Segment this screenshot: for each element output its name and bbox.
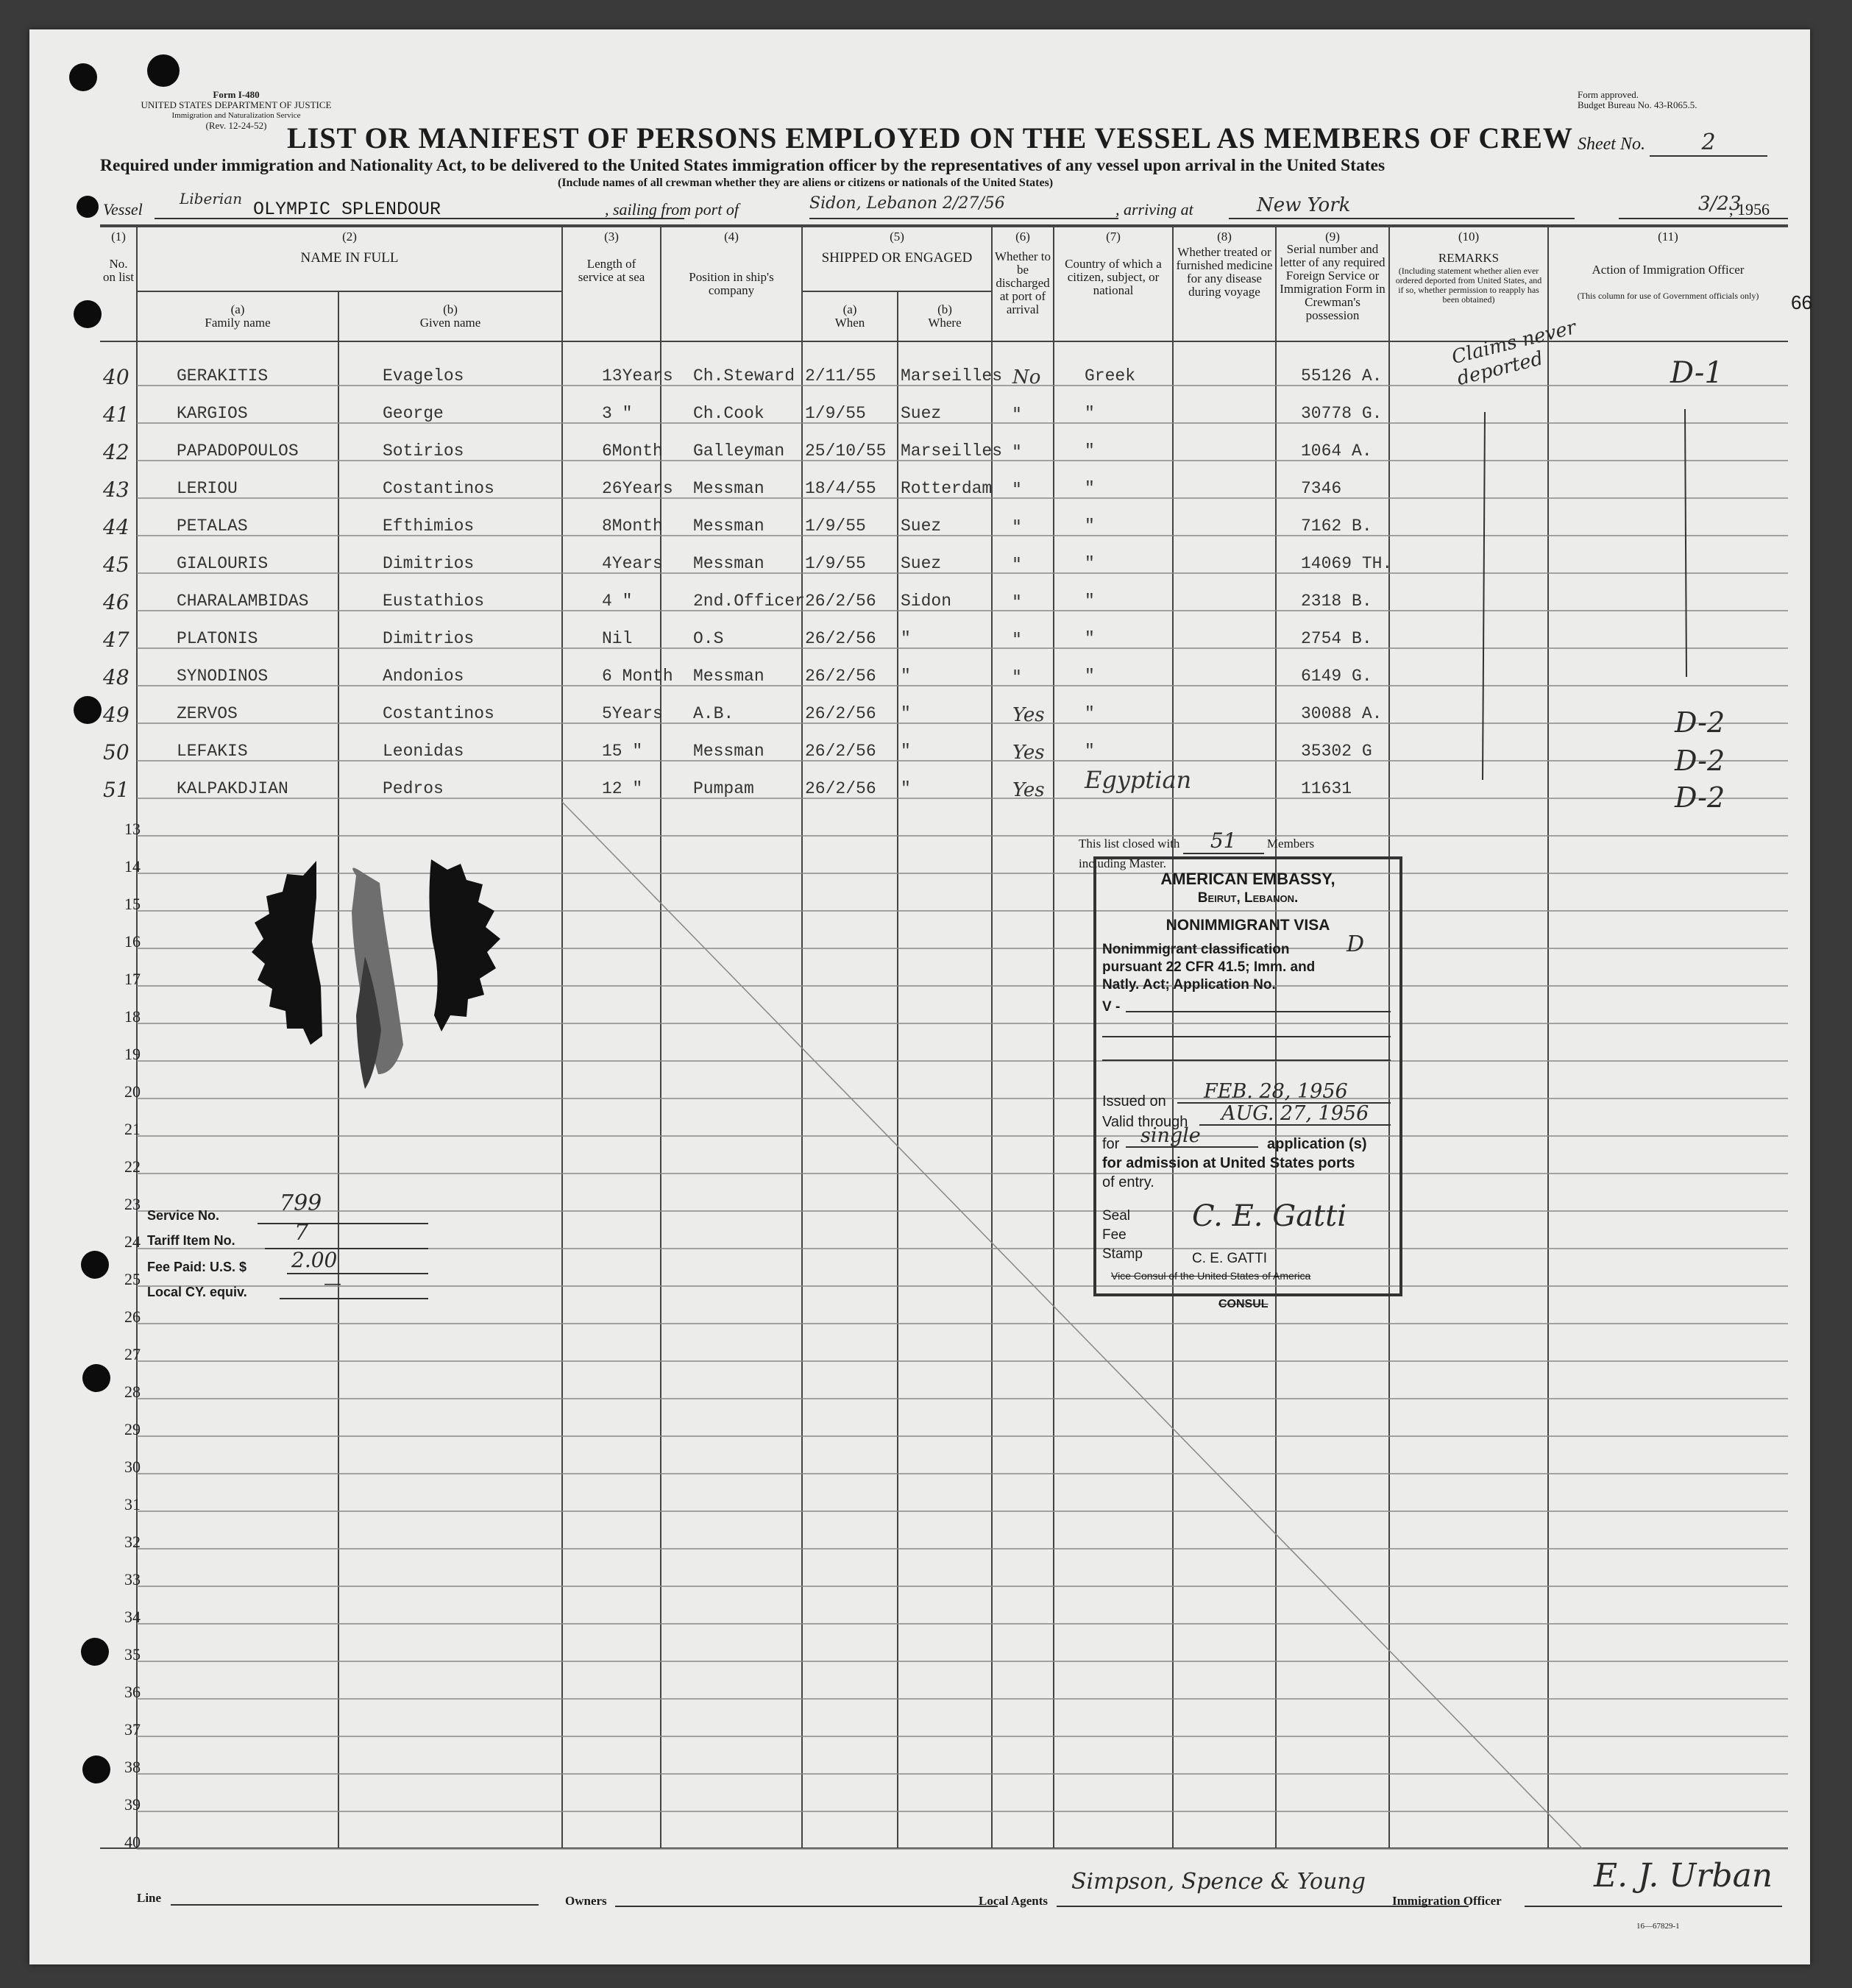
col3-number: (3) (604, 230, 619, 244)
local-equiv-label: Local CY. equiv. (147, 1285, 247, 1299)
stamp-admission: for admission at United States ports (1102, 1155, 1355, 1171)
action-d2-row51: D-2 (1675, 781, 1725, 814)
col5b-header: (b) Where (928, 302, 962, 330)
blank-row-number: 26 (124, 1307, 141, 1326)
arriving-port: New York (1257, 194, 1351, 216)
col8-header: Whether treated or furnished medicine for any disease during voyage (1176, 245, 1273, 299)
col5a-header: (a) When (834, 302, 865, 330)
blank-row-number: 13 (124, 820, 141, 838)
blank-row-number: 17 (124, 970, 141, 988)
crew-position: Ch.Cook (693, 404, 764, 423)
crew-country: " (1085, 629, 1095, 648)
crew-serial-number: 7346 (1301, 479, 1342, 498)
crew-family-name: PAPADOPOULOS (177, 441, 299, 461)
row-number: 51 (103, 778, 130, 802)
crew-country: " (1085, 441, 1095, 461)
crew-country: " (1085, 554, 1095, 573)
crew-discharge: Yes (1012, 704, 1045, 726)
crew-shipped-where: Suez (901, 404, 942, 423)
embassy-visa-stamp (1093, 856, 1402, 1296)
col3-header: Length of service at sea (578, 257, 645, 284)
crew-serial-number: 30778 G. (1301, 404, 1383, 423)
col4-header: Position in ship's company (689, 270, 774, 297)
crew-family-name: ZERVOS (177, 704, 238, 723)
crew-shipped-when: 2/11/55 (805, 366, 876, 386)
crew-family-name: KARGIOS (177, 404, 248, 423)
stamp-application-label: application (s) (1267, 1136, 1367, 1152)
col11-number: (11) (1658, 230, 1678, 244)
col1-header: No. on list (102, 257, 135, 284)
arrival-date: 3/23 (1698, 193, 1742, 215)
crew-family-name: GIALOURIS (177, 554, 269, 573)
crew-given-name: Efthimios (383, 516, 475, 536)
crew-shipped-where: Rotterdam (901, 479, 993, 498)
stamp-seal: Seal (1102, 1208, 1131, 1224)
crew-country: " (1085, 516, 1095, 536)
stamp-signature: C. E. Gatti (1192, 1199, 1347, 1233)
blank-row-number: 34 (124, 1608, 141, 1626)
crew-given-name: Dimitrios (383, 629, 475, 648)
crew-discharge: No (1012, 366, 1041, 388)
closing-including: including Master. (1079, 856, 1166, 870)
col2b-header: (b) Given name (419, 302, 481, 330)
stamp-for-label: for (1102, 1136, 1120, 1152)
crew-shipped-where: " (901, 742, 911, 761)
form-subtitle: Required under immigration and Nationality Act, to be delivered to the United States immigration officer by the representatives of any vessel upon arrival in the United States (100, 156, 1386, 175)
col2-number: (2) (342, 230, 357, 244)
stamp-visa-type: NONIMMIGRANT VISA (1166, 917, 1330, 934)
sailing-port: Sidon, Lebanon 2/27/56 (809, 194, 1005, 213)
service-no-label: Service No. (147, 1208, 220, 1223)
col6-number: (6) (1015, 230, 1030, 244)
blank-row-number: 18 (124, 1007, 141, 1026)
print-code: 16—67829-1 (1636, 1922, 1680, 1931)
crew-given-name: Costantinos (383, 704, 494, 723)
crew-length-of-service: 6 Month (602, 667, 673, 686)
blank-row-number: 31 (124, 1495, 141, 1513)
crew-discharge: " (1012, 441, 1021, 464)
col7-number: (7) (1106, 230, 1121, 244)
stamp-stamp: Stamp (1102, 1246, 1143, 1262)
row-number: 42 (103, 440, 130, 464)
crew-shipped-where: Marseilles (901, 441, 1003, 461)
closing-prefix: This list closed with (1079, 837, 1180, 851)
crew-given-name: Eustathios (383, 592, 485, 611)
crew-country: " (1085, 479, 1095, 498)
crew-position: 2nd.Officer (693, 592, 805, 611)
crew-discharge: " (1012, 479, 1021, 501)
crew-given-name: Leonidas (383, 742, 464, 761)
footer-officer-label: Immigration Officer (1392, 1894, 1502, 1908)
col5-number: (5) (890, 230, 904, 244)
crew-family-name: PETALAS (177, 516, 248, 536)
crew-family-name: LEFAKIS (177, 742, 248, 761)
sheet-label: Sheet No. (1578, 135, 1645, 154)
row-number: 47 (103, 628, 130, 652)
stamp-for-value: single (1140, 1124, 1201, 1147)
crew-serial-number: 55126 A. (1301, 366, 1383, 386)
stamp-consul-name: C. E. GATTI (1192, 1251, 1268, 1266)
crew-serial-number: 7162 B. (1301, 516, 1372, 536)
crew-discharge: " (1012, 667, 1021, 689)
sheet-number: 2 (1650, 129, 1767, 157)
blank-row-number: 33 (124, 1570, 141, 1588)
stamp-fee: Fee (1102, 1227, 1127, 1243)
form-budget-bureau: Budget Bureau No. 43-R065.5. (1578, 99, 1697, 110)
blank-row-number: 35 (124, 1645, 141, 1664)
col9-number: (9) (1325, 230, 1340, 244)
crew-shipped-when: 26/2/56 (805, 592, 876, 611)
remark-claims-deported: Claims never deported (1450, 316, 1579, 391)
crew-length-of-service: 3 " (602, 404, 633, 423)
crew-shipped-when: 1/9/55 (805, 404, 866, 423)
crew-discharge: " (1012, 629, 1021, 651)
col9-header: Serial number and letter of any required Foreign Service or Immigration Form in Crewman's possession (1280, 242, 1386, 322)
page-mark: 66 (1791, 291, 1812, 313)
footer-officer-value: E. J. Urban (1594, 1857, 1773, 1895)
action-d2-row49: D-2 (1675, 706, 1725, 739)
blank-row-number: 25 (124, 1270, 141, 1288)
col11-note: (This column for use of Government officials only) (1577, 291, 1759, 301)
crew-country: " (1085, 592, 1095, 611)
footer-agents-label: Local Agents (979, 1894, 1048, 1908)
col11-header: Action of Immigration Officer (1592, 263, 1745, 277)
crew-length-of-service: 5Years (602, 704, 663, 723)
col8-number: (8) (1217, 230, 1232, 244)
stamp-embassy: AMERICAN EMBASSY, (1160, 870, 1335, 888)
crew-length-of-service: Nil (602, 629, 633, 648)
crew-given-name: George (383, 404, 444, 423)
form-title: LIST OR MANIFEST OF PERSONS EMPLOYED ON THE VESSEL AS MEMBERS OF CREW (287, 121, 1573, 155)
crew-length-of-service: 12 " (602, 779, 643, 798)
blank-row-number: 39 (124, 1795, 141, 1814)
stamp-valid-value: AUG. 27, 1956 (1221, 1102, 1369, 1125)
crew-shipped-where: " (901, 629, 911, 648)
crew-serial-number: 35302 G (1301, 742, 1372, 761)
service-no-value: 799 (280, 1190, 322, 1216)
blank-row-number: 30 (124, 1458, 141, 1476)
crew-length-of-service: 4Years (602, 554, 663, 573)
blank-row-number: 28 (124, 1382, 141, 1401)
form-approval: Form approved. (1578, 89, 1639, 100)
crew-family-name: GERAKITIS (177, 366, 269, 386)
crew-country: " (1085, 742, 1095, 761)
crew-length-of-service: 4 " (602, 592, 633, 611)
crew-position: Messman (693, 479, 764, 498)
row-number: 45 (103, 553, 130, 577)
blank-row-number: 24 (124, 1232, 141, 1251)
crew-serial-number: 2318 B. (1301, 592, 1372, 611)
crew-shipped-when: 26/2/56 (805, 667, 876, 686)
crew-discharge: " (1012, 404, 1021, 426)
blank-row-number: 36 (124, 1683, 141, 1701)
crew-discharge: " (1012, 592, 1021, 614)
crew-shipped-when: 1/9/55 (805, 516, 866, 536)
crew-shipped-where: " (901, 667, 911, 686)
form-note: (Include names of all crewman whether they are aliens or citizens or nationals of the United States) (558, 177, 1054, 189)
stamp-consul-title: Vice Consul of the United States of America (1111, 1270, 1311, 1282)
row-number: 50 (103, 740, 130, 764)
row-number: 40 (103, 365, 130, 389)
crew-country: " (1085, 704, 1095, 723)
crew-position: Messman (693, 516, 764, 536)
stamp-application-no: Natly. Act; Application No. (1102, 977, 1276, 993)
crew-shipped-when: 26/2/56 (805, 629, 876, 648)
manifest-page (29, 29, 1810, 1964)
arrival-year: , 1956 (1729, 200, 1770, 219)
crew-serial-number: 6149 G. (1301, 667, 1372, 686)
crew-shipped-when: 26/2/56 (805, 779, 876, 798)
crew-shipped-when: 1/9/55 (805, 554, 866, 573)
crew-serial-number: 2754 B. (1301, 629, 1372, 648)
action-d2-row50: D-2 (1675, 745, 1725, 777)
crew-given-name: Sotirios (383, 441, 464, 461)
crew-country: Greek (1085, 366, 1136, 386)
crew-position: Ch.Steward (693, 366, 795, 386)
col10-number: (10) (1458, 230, 1480, 244)
local-equiv-value: — (324, 1273, 341, 1293)
blank-row-number: 29 (124, 1420, 141, 1438)
crew-country: " (1085, 667, 1095, 686)
crew-shipped-when: 26/2/56 (805, 704, 876, 723)
crew-shipped-where: " (901, 779, 911, 798)
crew-length-of-service: 15 " (602, 742, 643, 761)
crew-family-name: SYNODINOS (177, 667, 269, 686)
row-number: 43 (103, 478, 130, 502)
crew-shipped-where: Marseilles (901, 366, 1003, 386)
crew-discharge: " (1012, 516, 1021, 539)
crew-length-of-service: 26Years (602, 479, 673, 498)
fee-box (147, 1180, 441, 1313)
row-number: 44 (103, 515, 130, 539)
col2a-header: (a) Family name (205, 302, 271, 330)
crew-length-of-service: 8Month (602, 516, 663, 536)
crew-serial-number: 1064 A. (1301, 441, 1372, 461)
stamp-regulation: pursuant 22 CFR 41.5; Imm. and (1102, 959, 1316, 975)
row-number: 46 (103, 590, 130, 614)
crew-position: O.S (693, 629, 724, 648)
footer-line-label: Line (137, 1891, 162, 1905)
crew-position: Galleyman (693, 441, 785, 461)
col1-number: (1) (111, 230, 126, 244)
fee-paid-value: 2.00 (291, 1248, 338, 1272)
vessel-name: OLYMPIC SPLENDOUR (253, 199, 441, 220)
blank-row-number: 23 (124, 1195, 141, 1213)
stamp-of-entry: of entry. (1102, 1174, 1154, 1190)
row-number: 48 (103, 665, 130, 689)
crew-given-name: Evagelos (383, 366, 464, 386)
blank-row-number: 22 (124, 1157, 141, 1176)
blank-row-number: 15 (124, 895, 141, 913)
crew-length-of-service: 13Years (602, 366, 673, 386)
crew-shipped-when: 25/10/55 (805, 441, 887, 461)
blank-row-number: 38 (124, 1758, 141, 1776)
crew-serial-number: 11631 (1301, 779, 1352, 798)
vessel-flag: Liberian (180, 190, 243, 207)
vessel-label: Vessel (103, 200, 143, 219)
footer-agents-value: Simpson, Spence & Young (1071, 1869, 1366, 1895)
blank-row-number: 21 (124, 1120, 141, 1138)
crew-family-name: KALPAKDJIAN (177, 779, 288, 798)
crew-length-of-service: 6Month (602, 441, 663, 461)
crew-shipped-where: Suez (901, 554, 942, 573)
form-number: Form I-480 (213, 89, 260, 100)
stamp-issued-label: Issued on (1102, 1093, 1166, 1110)
crew-shipped-where: " (901, 704, 911, 723)
stamp-valid-label: Valid through (1102, 1114, 1188, 1130)
form-service: Immigration and Naturalization Service (171, 111, 301, 120)
blank-row-number: 20 (124, 1082, 141, 1101)
form-revision: (Rev. 12-24-52) (205, 120, 267, 131)
col2-header: NAME IN FULL (300, 250, 399, 266)
blank-row-number: 40 (124, 1833, 141, 1851)
closing-count: 51 (1183, 828, 1264, 854)
stamp-city: Beirut, Lebanon. (1197, 890, 1299, 906)
col6-header: Whether to be discharged at port of arrival (995, 249, 1051, 316)
blank-row-number: 37 (124, 1720, 141, 1739)
crew-country: " (1085, 404, 1095, 423)
crew-shipped-where: Suez (901, 516, 942, 536)
crew-serial-number: 30088 A. (1301, 704, 1383, 723)
crew-shipped-when: 18/4/55 (805, 479, 876, 498)
crew-serial-number: 14069 TH. (1301, 554, 1393, 573)
sailing-label: , sailing from port of (605, 200, 739, 219)
col10-note: (Including statement whether alien ever ordered deported from United States, and if so, whether permission to reapply has been obtained) (1395, 266, 1542, 305)
crew-position: Messman (693, 742, 764, 761)
col10-header: REMARKS (1438, 251, 1500, 265)
tariff-item-label: Tariff Item No. (147, 1233, 235, 1248)
blank-row-number: 27 (124, 1345, 141, 1363)
form-department: UNITED STATES DEPARTMENT OF JUSTICE (141, 99, 332, 110)
fee-paid-label: Fee Paid: U.S. $ (147, 1260, 247, 1274)
row-number: 41 (103, 402, 130, 427)
arriving-label: , arriving at (1115, 200, 1193, 219)
row-number: 49 (103, 703, 130, 727)
stamp-consul-struck: CONSUL (1218, 1298, 1269, 1310)
stamp-issued-value: FEB. 28, 1956 (1204, 1080, 1348, 1103)
crew-given-name: Costantinos (383, 479, 494, 498)
col5-header: SHIPPED OR ENGAGED (821, 250, 973, 266)
blank-row-number: 16 (124, 932, 141, 951)
blank-row-number: 14 (124, 857, 141, 876)
blank-row-number: 32 (124, 1533, 141, 1551)
crew-discharge: Yes (1012, 742, 1045, 764)
crew-position: Messman (693, 554, 764, 573)
crew-discharge: " (1012, 554, 1021, 576)
crew-family-name: LERIOU (177, 479, 238, 498)
crew-shipped-when: 26/2/56 (805, 742, 876, 761)
crew-country: Egyptian (1085, 766, 1192, 794)
crew-family-name: CHARALAMBIDAS (177, 592, 309, 611)
crew-discharge: Yes (1012, 779, 1045, 801)
crew-given-name: Pedros (383, 779, 444, 798)
crew-given-name: Andonios (383, 667, 464, 686)
crew-given-name: Dimitrios (383, 554, 475, 573)
blank-row-number: 19 (124, 1045, 141, 1063)
crew-position: Pumpam (693, 779, 754, 798)
crew-position: Messman (693, 667, 764, 686)
stamp-classification-value: D (1347, 931, 1365, 957)
footer-owners-label: Owners (565, 1894, 607, 1908)
crew-shipped-where: Sidon (901, 592, 952, 611)
stamp-v-number: V - (1102, 999, 1121, 1015)
closing-suffix: Members (1266, 837, 1315, 851)
crew-family-name: PLATONIS (177, 629, 258, 648)
stamp-classification-label: Nonimmigrant classification (1102, 942, 1290, 957)
action-d1: D-1 (1670, 356, 1723, 390)
col4-number: (4) (724, 230, 739, 244)
col7-header: Country of which a citizen, subject, or national (1065, 257, 1162, 297)
crew-position: A.B. (693, 704, 734, 723)
tariff-item-value: 7 (294, 1220, 309, 1246)
